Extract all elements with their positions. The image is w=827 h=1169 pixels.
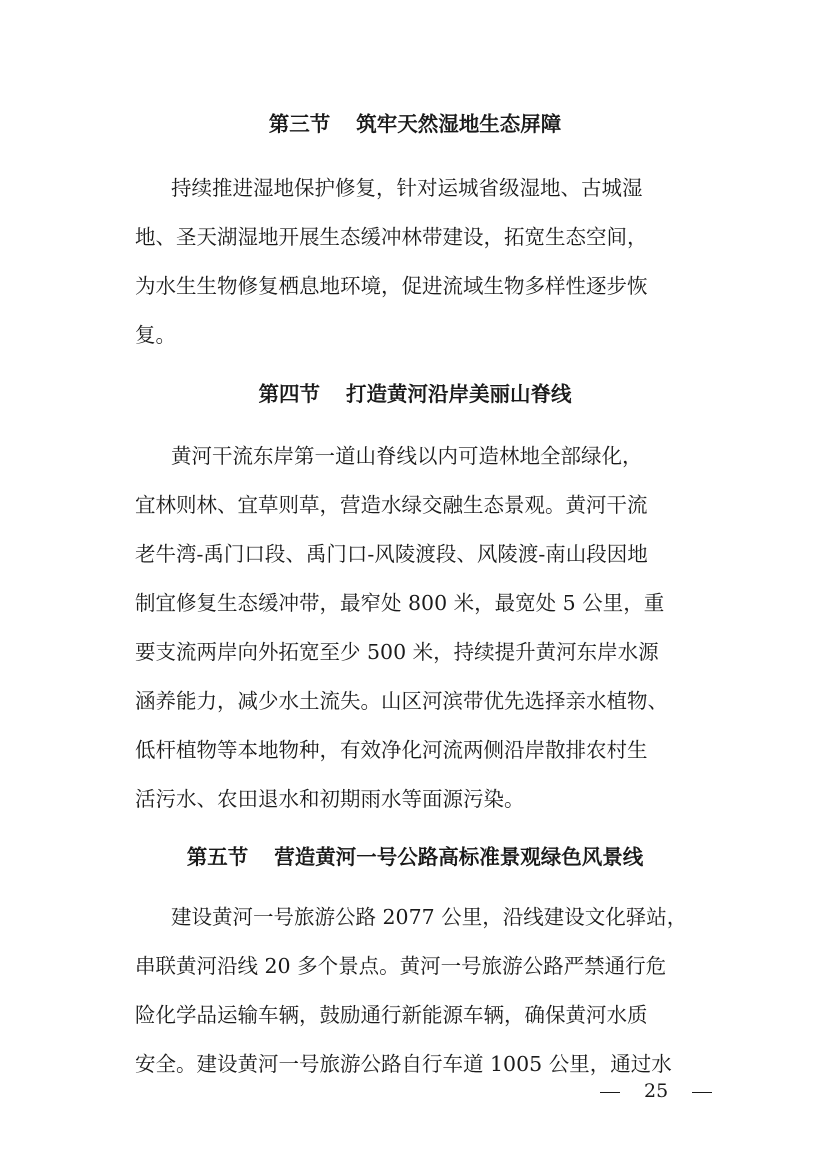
section-title: 打造黄河沿岸美丽山脊线: [346, 382, 572, 406]
section-title: 营造黄河一号公路高标准景观绿色风景线: [274, 845, 644, 869]
text-line: 地、圣天湖湿地开展生态缓冲林带建设，拓宽生态空间，: [135, 225, 648, 249]
page-content: [135, 104, 695, 1089]
section-number: 第五节: [186, 845, 249, 869]
text-line: 涵养能力，减少水土流失。山区河滨带优先选择亲水植物、: [135, 689, 668, 713]
page-footer: [600, 1080, 712, 1102]
text-line: 要支流两岸向外拓宽至少 500 米，持续提升黄河东岸水源: [135, 640, 659, 664]
text-line: 建设黄河一号旅游公路 2077 公里，沿线建设文化驿站，: [171, 905, 688, 929]
text-line: 险化学品运输车辆，鼓励通行新能源车辆，确保黄河水质: [135, 1003, 648, 1027]
page-number: 25: [644, 1080, 669, 1102]
text-line: 低杆植物等本地物种，有效净化河流两侧沿岸散排农村生: [135, 738, 648, 762]
footer-dash-right: [692, 1092, 712, 1093]
section-heading-5: [135, 837, 695, 877]
section-paragraph-4: [135, 432, 695, 824]
text-line: 老牛湾-禹门口段、禹门口-风陵渡段、风陵渡-南山段因地: [135, 542, 648, 566]
section-number: 第四节: [258, 382, 320, 406]
section-heading-4: [135, 374, 695, 414]
footer-dash-left: [600, 1092, 620, 1093]
text-line: 宜林则林、宜草则草，营造水绿交融生态景观。黄河干流: [135, 493, 648, 517]
section-heading-3: [135, 104, 695, 144]
text-line: 黄河干流东岸第一道山脊线以内可造林地全部绿化，: [171, 444, 643, 468]
section-paragraph-3: [135, 164, 695, 360]
section-paragraph-5: [135, 893, 695, 1089]
text-line: 为水生生物修复栖息地环境，促进流域生物多样性逐步恢: [135, 274, 648, 298]
text-line: 安全。建设黄河一号旅游公路自行车道 1005 公里，通过水: [135, 1052, 672, 1076]
text-line: 串联黄河沿线 20 多个景点。黄河一号旅游公路严禁通行危: [135, 954, 667, 978]
text-line: 活污水、农田退水和初期雨水等面源污染。: [135, 787, 525, 811]
text-line: 复。: [135, 323, 176, 347]
text-line: 制宜修复生态缓冲带，最窄处 800 米，最宽处 5 公里，重: [135, 591, 665, 615]
section-title: 筑牢天然湿地生态屏障: [356, 112, 562, 136]
text-line: 持续推进湿地保护修复，针对运城省级湿地、古城湿: [171, 176, 643, 200]
section-number: 第三节: [268, 112, 331, 136]
